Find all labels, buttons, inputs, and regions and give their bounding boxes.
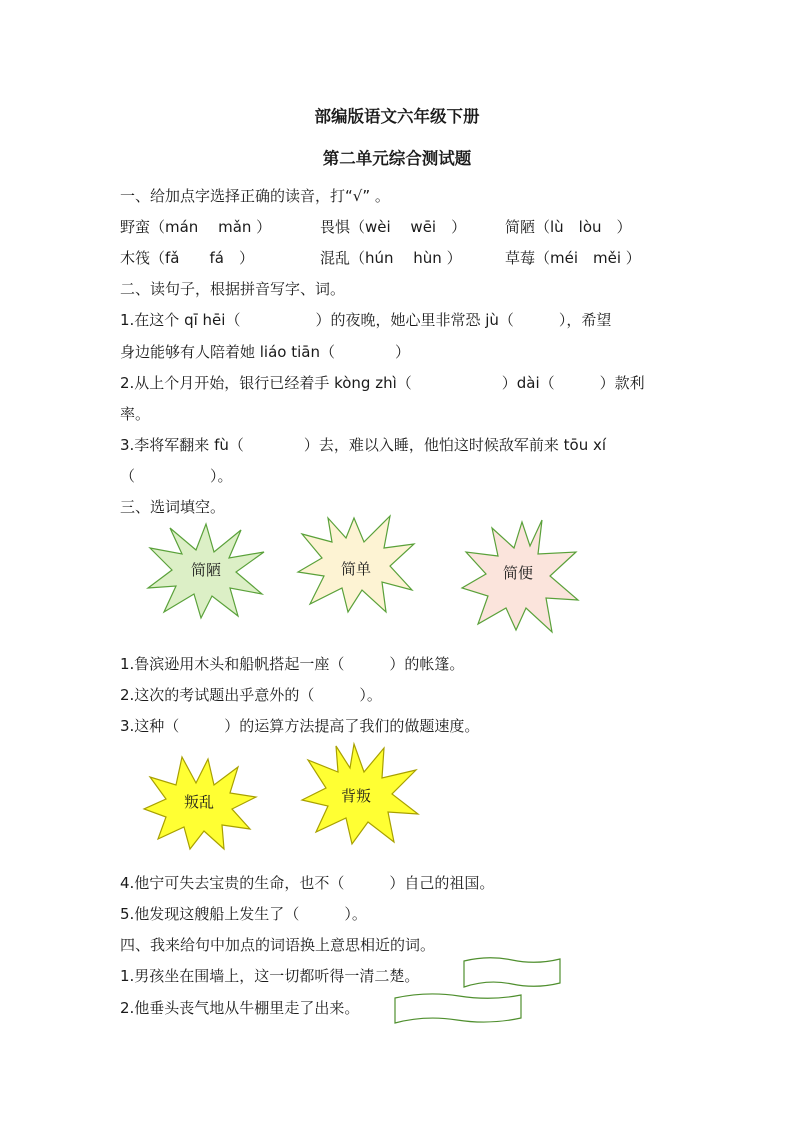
pinyin-choice-item[interactable]: 草莓（méi měi ）: [505, 249, 641, 267]
question-line[interactable]: （ ）。: [120, 467, 233, 485]
pinyin-choice-item[interactable]: 简陋（lù lòu ）: [505, 218, 632, 236]
question-line[interactable]: 1.在这个 qī hēi（ ）的夜晚，她心里非常恐 jù（ ），希望: [120, 311, 612, 329]
question-line[interactable]: 3.这种（ ）的运算方法提高了我们的做题速度。: [120, 717, 480, 735]
question-line[interactable]: 3.李将军翻来 fù（ ）去，难以入睡，他怕这时候敌军前来 tōu xí: [120, 436, 607, 454]
section3-heading: 三、选词填空。: [120, 498, 226, 516]
question-line[interactable]: 身边能够有人陪着她 liáo tiān（ ）: [120, 343, 410, 361]
pinyin-choice-item[interactable]: 木筏（fǎ fá ）: [120, 249, 254, 267]
section2-heading: 二、读句子，根据拼音写字、词。: [120, 280, 346, 298]
section1-heading: 一、给加点字选择正确的读音，打“√” 。: [120, 187, 390, 205]
pinyin-choice-item[interactable]: 混乱（hún hùn ）: [320, 249, 462, 267]
answer-banner-box[interactable]: [393, 990, 523, 1026]
question-line[interactable]: 4.他宁可失去宝贵的生命，也不（ ）自己的祖国。: [120, 874, 495, 892]
word-choice[interactable]: 简单: [340, 560, 371, 578]
question-line[interactable]: 2.这次的考试题出乎意外的（ ）。: [120, 686, 382, 704]
word-choice[interactable]: 叛乱: [183, 793, 214, 811]
word-choice[interactable]: 简陋: [190, 561, 221, 579]
question-line[interactable]: 5.他发现这艘船上发生了（ ）。: [120, 905, 367, 923]
pinyin-choice-item[interactable]: 野蛮（mán mǎn ）: [120, 218, 272, 236]
pinyin-choice-item[interactable]: 畏惧（wèi wēi ）: [320, 218, 467, 236]
word-choice[interactable]: 简便: [502, 564, 533, 582]
page-subtitle: 第二单元综合测试题: [322, 149, 472, 168]
word-choice[interactable]: 背叛: [340, 787, 371, 805]
question-line[interactable]: 2.从上个月开始，银行已经着手 kòng zhì（ ）dài（ ）款利: [120, 374, 645, 392]
question-line: 1.男孩坐在围墙上，这一切都听得一清二楚。: [120, 967, 420, 985]
question-line[interactable]: 1.鲁滨逊用木头和船帆搭起一座（ ）的帐篷。: [120, 655, 465, 673]
question-line: 2.他垂头丧气地从牛棚里走了出来。: [120, 999, 360, 1017]
question-line: 率。: [120, 405, 151, 423]
section4-heading: 四、我来给句中加点的词语换上意思相近的词。: [120, 936, 436, 954]
answer-banner-box[interactable]: [462, 955, 562, 991]
page-title: 部编版语文六年级下册: [314, 107, 480, 126]
